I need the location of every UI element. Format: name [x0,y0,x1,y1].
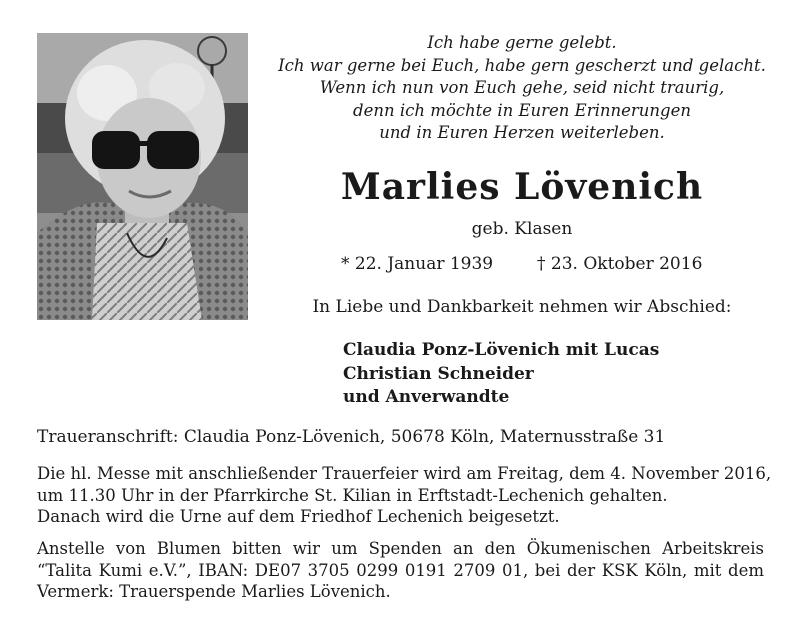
poem [262,32,782,145]
poem-line: und in Euren Herzen weiterleben. [379,123,665,142]
mass-line: um 11.30 Uhr in der Pfarrkirche St. Kilian in Erftstadt-Lechenich gehalten. [37,485,668,505]
poem-line: Ich habe gerne gelebt. [427,33,617,52]
donation-line: Vermerk: Trauerspende Marlies Lövenich. [37,582,391,601]
mass-paragraph [37,463,772,528]
mourner: Christian Schneider [343,363,534,384]
maiden-name: geb. Klasen [471,219,573,239]
poem-line: Wenn ich nun von Euch gehe, seid nicht traurig, [319,78,725,97]
death-date: † 23. Oktober 2016 [537,254,703,274]
mourners-list [343,339,659,410]
portrait-photo [37,33,248,320]
mass-line: Die hl. Messe mit anschließender Trauerfeier wird am Freitag, dem 4. November 2016, [37,464,772,483]
farewell-line: In Liebe und Dankbarkeit nehmen wir Abschied: [312,297,732,317]
donation-paragraph [37,538,764,603]
birth-date: * 22. Januar 1939 [341,254,494,274]
poem-line: Ich war gerne bei Euch, habe gern gescherzt und gelacht. [278,55,766,75]
mourner: und Anverwandte [343,387,510,407]
poem-line: denn ich möchte in Euren Erinnerungen [353,100,691,120]
donation-line: “Talita Kumi e.V.”, IBAN: DE07 3705 0299 0191 2709 01, bei der KSK Köln, mit dem [37,560,764,580]
mourner: Claudia Ponz-Lövenich mit Lucas [343,340,660,360]
donation-line: Anstelle von Blumen bitten wir um Spenden an den Ökumenischen Arbeitskreis [37,539,764,558]
mourning-address: Traueranschrift: Claudia Ponz-Lövenich, 50678 Köln, Maternusstraße 31 [37,427,666,447]
deceased-name: Marlies Lövenich [340,166,704,208]
mass-line: Danach wird die Urne auf dem Friedhof Lechenich beigesetzt. [37,507,560,526]
